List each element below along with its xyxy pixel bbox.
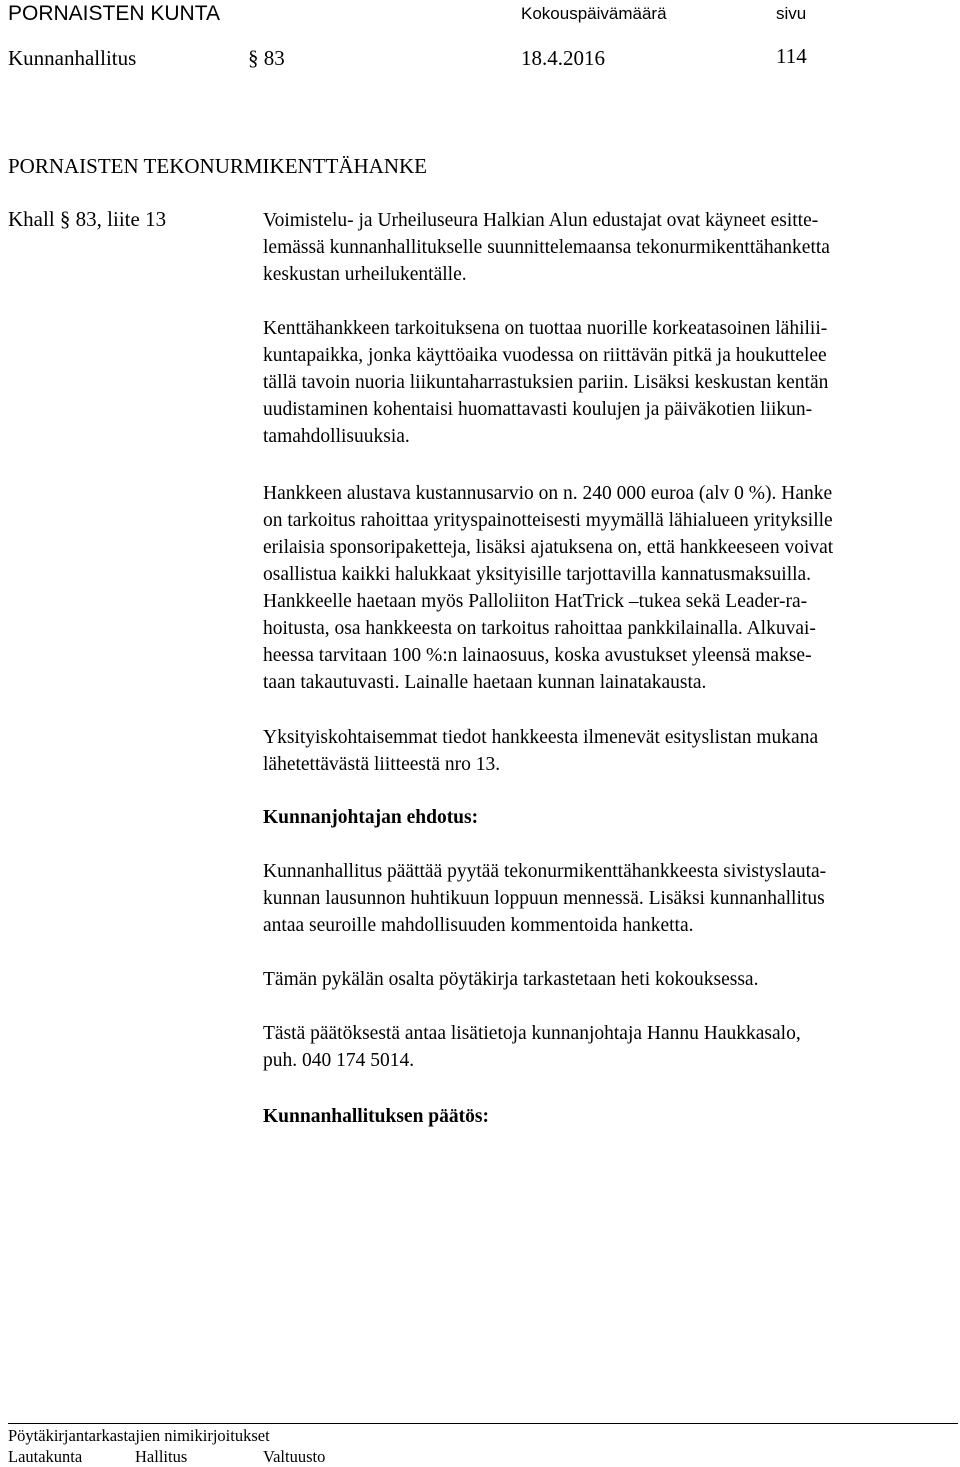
text-line: kuntapaikka, jonka käyttöaika vuodessa on riittävän pitkä ja houkuttelee xyxy=(263,345,827,366)
text-line: osallistua kaikki halukkaat yksityisille tarjottavilla kannatusmaksuilla. xyxy=(263,564,812,585)
text-line: heessa tarvitaan 100 %:n lainaosuus, koska avustukset yleensä makse- xyxy=(263,645,812,666)
document-title: PORNAISTEN TEKONURMIKENTTÄHANKE xyxy=(8,154,428,178)
footer-field-board: Lautakunta xyxy=(8,1447,83,1466)
meeting-date-label: Kokouspäivämäärä xyxy=(521,4,667,23)
text-line: Hankkeelle haetaan myös Palloliiton HatTrick –tukea sekä Leader-ra- xyxy=(263,591,808,612)
paragraph-intro xyxy=(263,207,960,288)
page-number: 114 xyxy=(776,44,807,68)
text-line: uudistaminen kohentaisi huomattavasti koulujen ja päiväkotien liikun- xyxy=(263,399,813,420)
footer-field-council: Valtuusto xyxy=(263,1447,326,1466)
decision-heading xyxy=(263,1103,960,1130)
text-line: Tämän pykälän osalta pöytäkirja tarkastetaan heti kokouksessa. xyxy=(263,969,759,990)
footer-divider xyxy=(8,1423,958,1424)
governing-body: Kunnanhallitus xyxy=(8,46,137,70)
text-line: Yksityiskohtaisemmat tiedot hankkeesta ilmenevät esityslistan mukana xyxy=(263,727,819,748)
text-line: on tarkoitus rahoittaa yrityspainotteisesti myymällä lähialueen yrityksille xyxy=(263,510,833,531)
reference-label: Khall § 83, liite 13 xyxy=(8,207,167,231)
text-line: kunnan lausunnon huhtikuun loppuun mennessä. Lisäksi kunnanhallitus xyxy=(263,888,825,909)
organization-name: PORNAISTEN KUNTA xyxy=(8,2,220,25)
text-line: tamahdollisuuksia. xyxy=(263,426,410,447)
signatures-label: Pöytäkirjantarkastajien nimikirjoitukset xyxy=(8,1426,270,1445)
text-line: Voimistelu- ja Urheiluseura Halkian Alun edustajat ovat käyneet esitte- xyxy=(263,210,819,231)
text-line: Hankkeen alustava kustannusarvio on n. 240 000 euroa (alv 0 %). Hanke xyxy=(263,483,833,504)
text-line: keskustan urheilukentälle. xyxy=(263,264,467,285)
text-line: puh. 040 174 5014. xyxy=(263,1050,415,1071)
proposal-heading xyxy=(263,804,960,831)
text-line: antaa seuroille mahdollisuuden kommentoida hanketta. xyxy=(263,915,694,936)
heading-text: Kunnanhallituksen päätös: xyxy=(263,1106,489,1127)
heading-text: Kunnanjohtajan ehdotus: xyxy=(263,807,479,828)
page-label: sivu xyxy=(776,4,807,23)
text-line: tällä tavoin nuoria liikuntaharrastuksien pariin. Lisäksi keskustan kentän xyxy=(263,372,829,393)
text-line: Kunnanhallitus päättää pyytää tekonurmikenttähankkeesta sivistyslauta- xyxy=(263,861,827,882)
text-line: hoitusta, osa hankkeesta on tarkoitus rahoittaa pankkilainalla. Alkuvai- xyxy=(263,618,816,639)
paragraph-minutes-check xyxy=(263,966,960,993)
paragraph-details xyxy=(263,724,960,778)
footer-field-government: Hallitus xyxy=(135,1447,188,1466)
paragraph-contact xyxy=(263,1020,960,1074)
text-line: lemässä kunnanhallitukselle suunnittelemaansa tekonurmikenttähanketta xyxy=(263,237,830,258)
section-number: § 83 xyxy=(248,46,285,70)
text-line: Tästä päätöksestä antaa lisätietoja kunnanjohtaja Hannu Haukkasalo, xyxy=(263,1023,801,1044)
text-line: lähetettävästä liitteestä nro 13. xyxy=(263,754,501,775)
text-line: taan takautuvasti. Lainalle haetaan kunnan lainatakausta. xyxy=(263,672,707,693)
meeting-date: 18.4.2016 xyxy=(521,46,605,70)
paragraph-purpose xyxy=(263,315,960,450)
text-line: Kenttähankkeen tarkoituksena on tuottaa nuorille korkeatasoinen lähilii- xyxy=(263,318,828,339)
paragraph-proposal xyxy=(263,858,960,939)
text-line: erilaisia sponsoripaketteja, lisäksi ajatuksena on, että hankkeeseen voivat xyxy=(263,537,834,558)
paragraph-funding xyxy=(263,480,960,696)
